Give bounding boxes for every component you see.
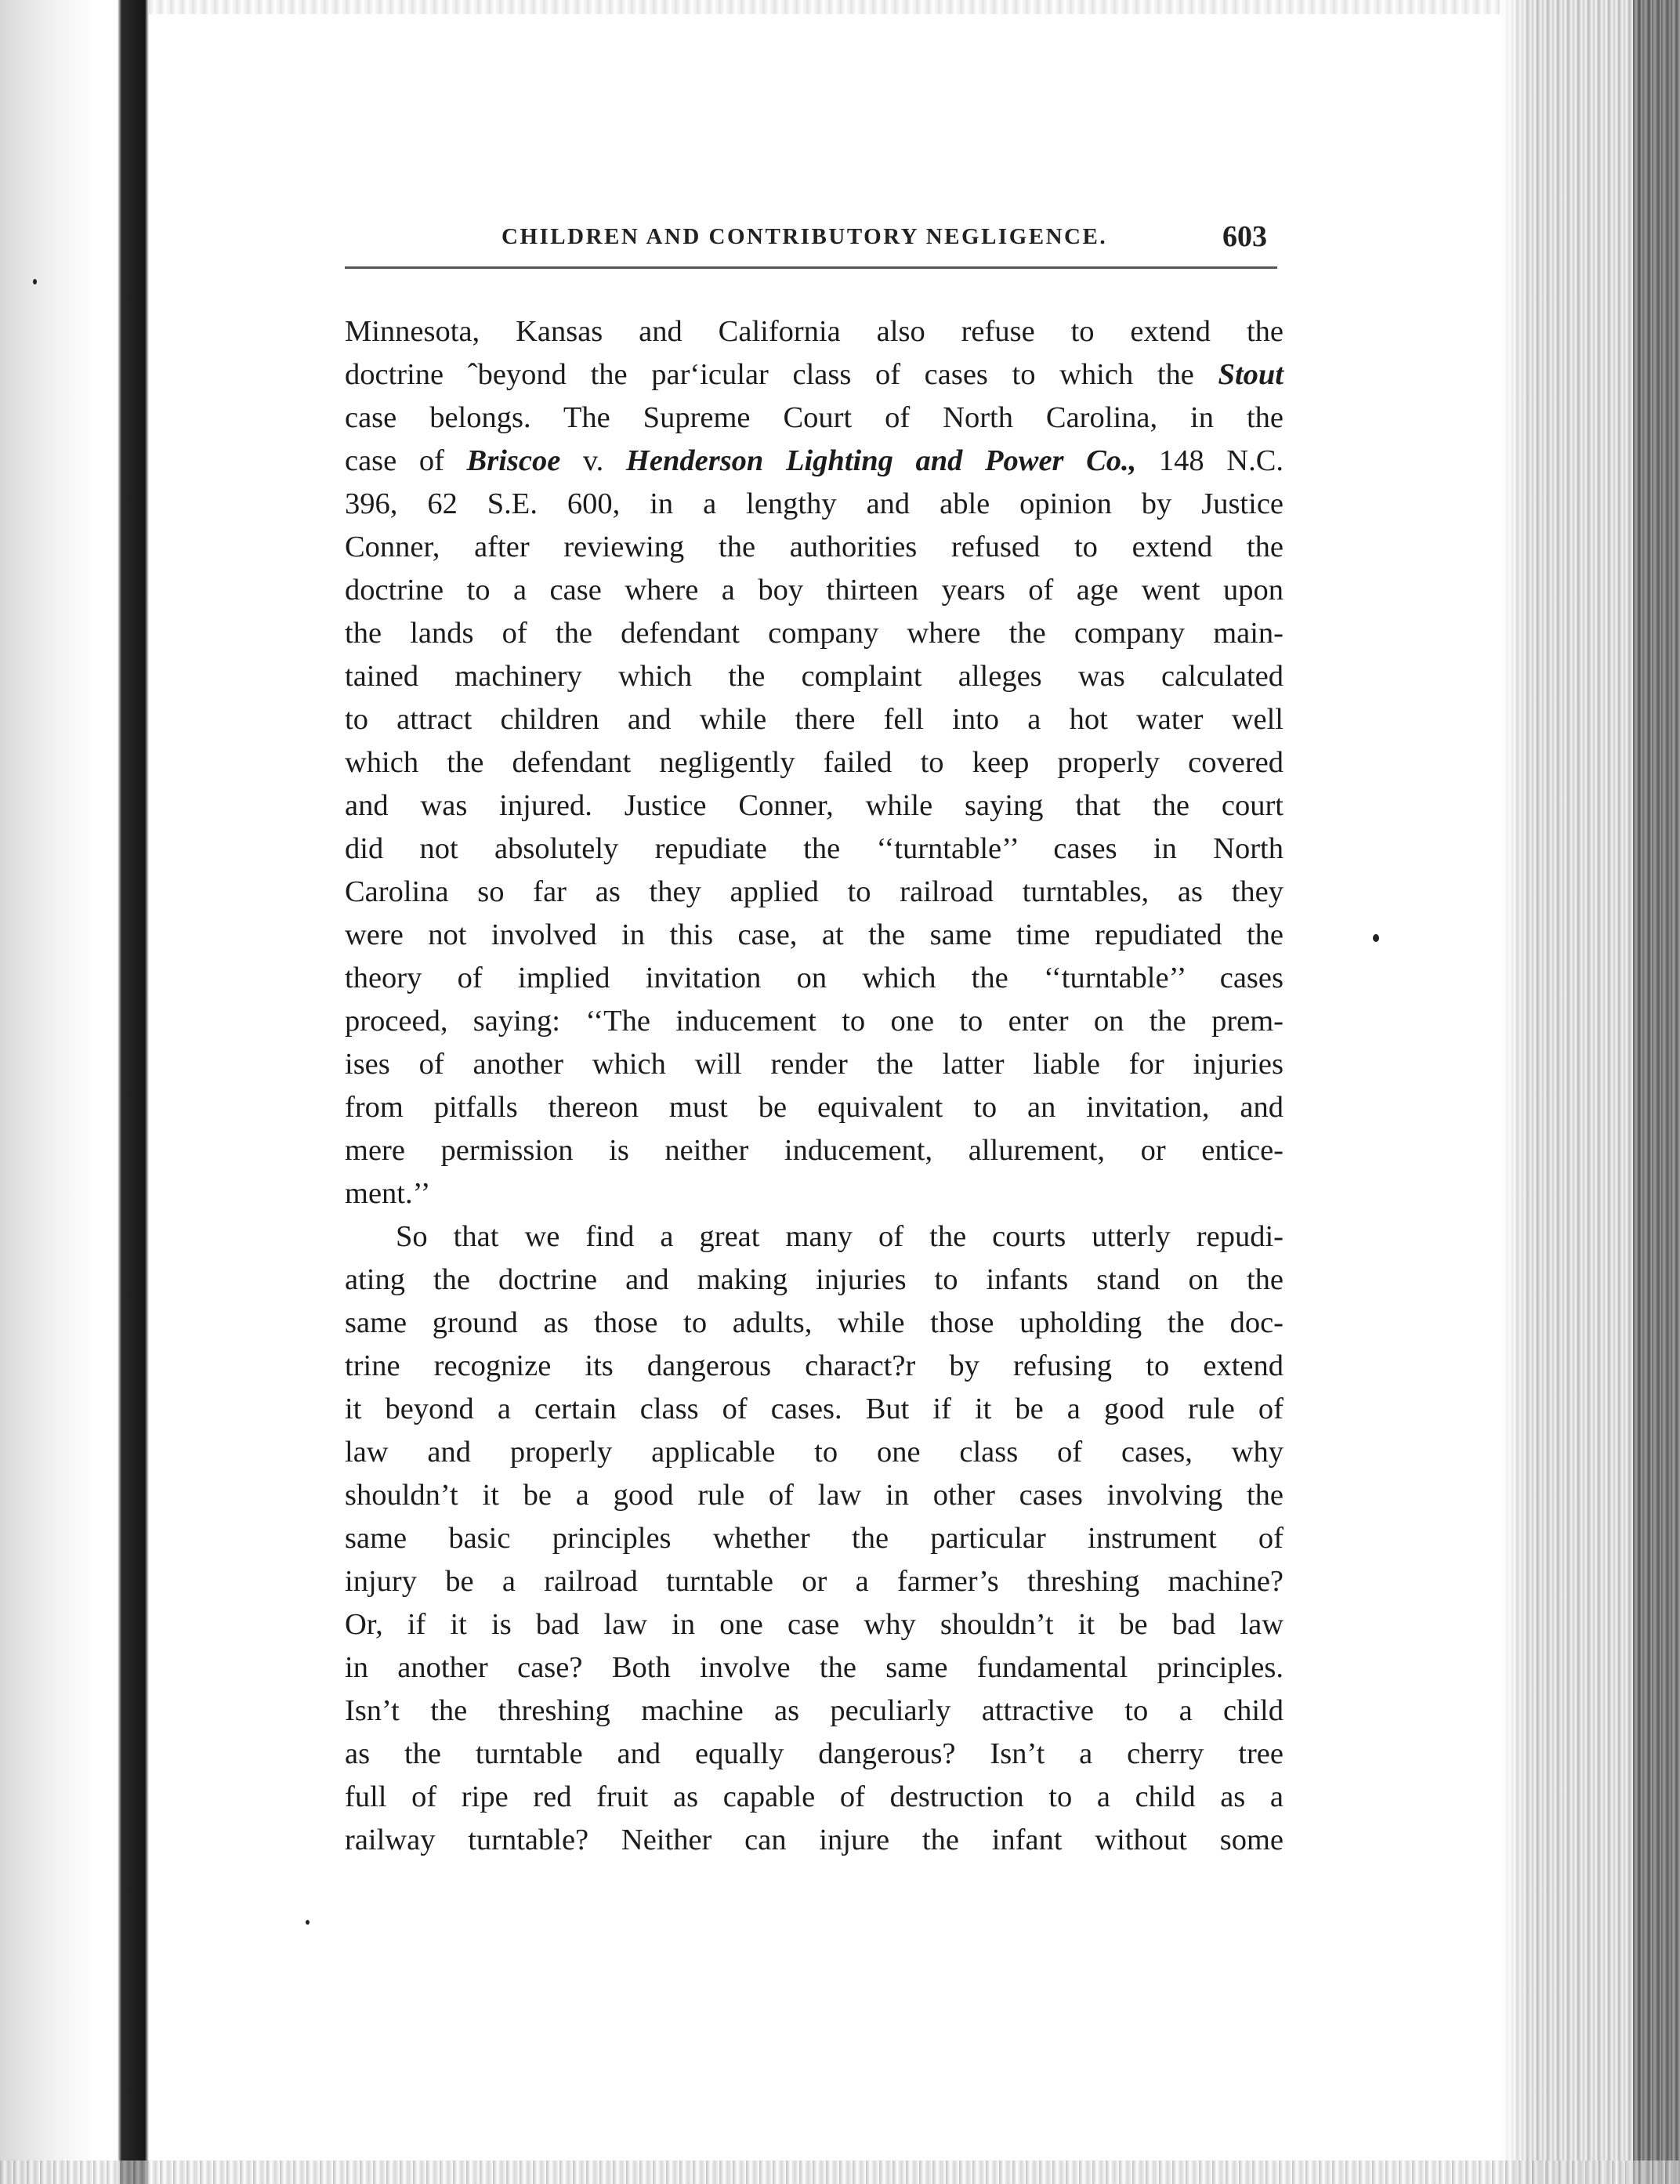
text-line: 396, 62 S.E. 600, in a lengthy and able opinion by Justice (345, 487, 1284, 520)
text-line: trine recognize its dangerous charact?r by refusing to extend (345, 1349, 1284, 1382)
text-line: from pitfalls thereon must be equivalent to an invitation, and (345, 1091, 1284, 1124)
text-line: shouldn’t it be a good rule of law in other cases involving the (345, 1479, 1284, 1512)
text-line: proceed, saying: ‘‘The inducement to one to enter on the prem- (345, 1005, 1284, 1038)
text-line: mere permission is neither inducement, allurement, or entice- (345, 1134, 1284, 1167)
italic-citation: Stout (1218, 358, 1284, 391)
page-binding-shadow (0, 0, 149, 2184)
text-line: Or, if it is bad law in one case why shouldn’t it be bad law (345, 1608, 1284, 1641)
text-line: same ground as those to adults, while those upholding the doc- (345, 1306, 1284, 1339)
body-text (345, 310, 1284, 1862)
text-line: Isn’t the threshing machine as peculiarly attractive to a child (345, 1694, 1284, 1727)
text-line: which the defendant negligently failed to keep properly covered (345, 746, 1284, 779)
header-rule (345, 266, 1277, 269)
text-line: law and properly applicable to one class of cases, why (345, 1436, 1284, 1469)
text-line: railway turntable? Neither can injure the infant without some (345, 1824, 1284, 1856)
italic-citation: Briscoe (466, 444, 561, 477)
text-line: doctrine to a case where a boy thirteen years of age went upon (345, 574, 1284, 607)
running-header-title: CHILDREN AND CONTRIBUTORY NEGLIGENCE. (501, 224, 1108, 249)
text-line: injury be a railroad turntable or a farmer’s threshing machine? (345, 1565, 1284, 1598)
text-line: full of ripe red fruit as capable of destruction to a child as a (345, 1780, 1284, 1813)
ink-speck (1373, 934, 1379, 942)
text-line: and was injured. Justice Conner, while saying that the court (345, 789, 1284, 822)
text-line: theory of implied invitation on which the ‘‘turntable’’ cases (345, 962, 1284, 994)
page-bottom-edge (0, 2160, 1680, 2184)
ink-speck (33, 279, 37, 284)
text-line: ises of another which will render the latter liable for injuries (345, 1048, 1284, 1081)
text-run: 148 N.C. (1136, 444, 1284, 477)
text-line: tained machinery which the complaint alleges was calculated (345, 660, 1284, 693)
text-line: So that we find a great many of the courts utterly repudi- (396, 1220, 1284, 1253)
text-run: doctrine ˆbeyond the par‘icular class of cases to which the (345, 358, 1218, 391)
text-line: same basic principles whether the particular instrument of (345, 1522, 1284, 1555)
ink-speck (306, 1920, 310, 1925)
italic-citation: Henderson Lighting and Power Co., (625, 444, 1137, 477)
text-run: case of (345, 444, 467, 477)
text-line: were not involved in this case, at the same time repudiated the (345, 918, 1284, 951)
text-line: Conner, after reviewing the authorities refused to extend the (345, 531, 1284, 563)
text-line: ating the doctrine and making injuries to infants stand on the (345, 1263, 1284, 1296)
text-line: to attract children and while there fell into a hot water well (345, 703, 1284, 736)
text-line: it beyond a certain class of cases. But if it be a good rule of (345, 1393, 1284, 1425)
text-line (345, 353, 1284, 397)
text-line: case belongs. The Supreme Court of North Carolina, in the (345, 401, 1284, 434)
text-line: Carolina so far as they applied to railroad turntables, as they (345, 875, 1284, 908)
text-line: as the turntable and equally dangerous? Isn’t a cherry tree (345, 1737, 1284, 1770)
page-number: 603 (1222, 220, 1267, 253)
text-line: ment.’’ (345, 1177, 431, 1210)
text-line: Minnesota, Kansas and California also refuse to extend the (345, 315, 1284, 348)
text-line: the lands of the defendant company where the company main- (345, 617, 1284, 650)
text-line: did not absolutely repudiate the ‘‘turntable’’ cases in North (345, 832, 1284, 865)
page-top-edge (149, 0, 1500, 14)
text-run: v. (560, 444, 626, 477)
page-edge-gutter (1500, 0, 1680, 2184)
text-line: in another case? Both involve the same fundamental principles. (345, 1651, 1284, 1684)
text-line (345, 440, 1284, 483)
